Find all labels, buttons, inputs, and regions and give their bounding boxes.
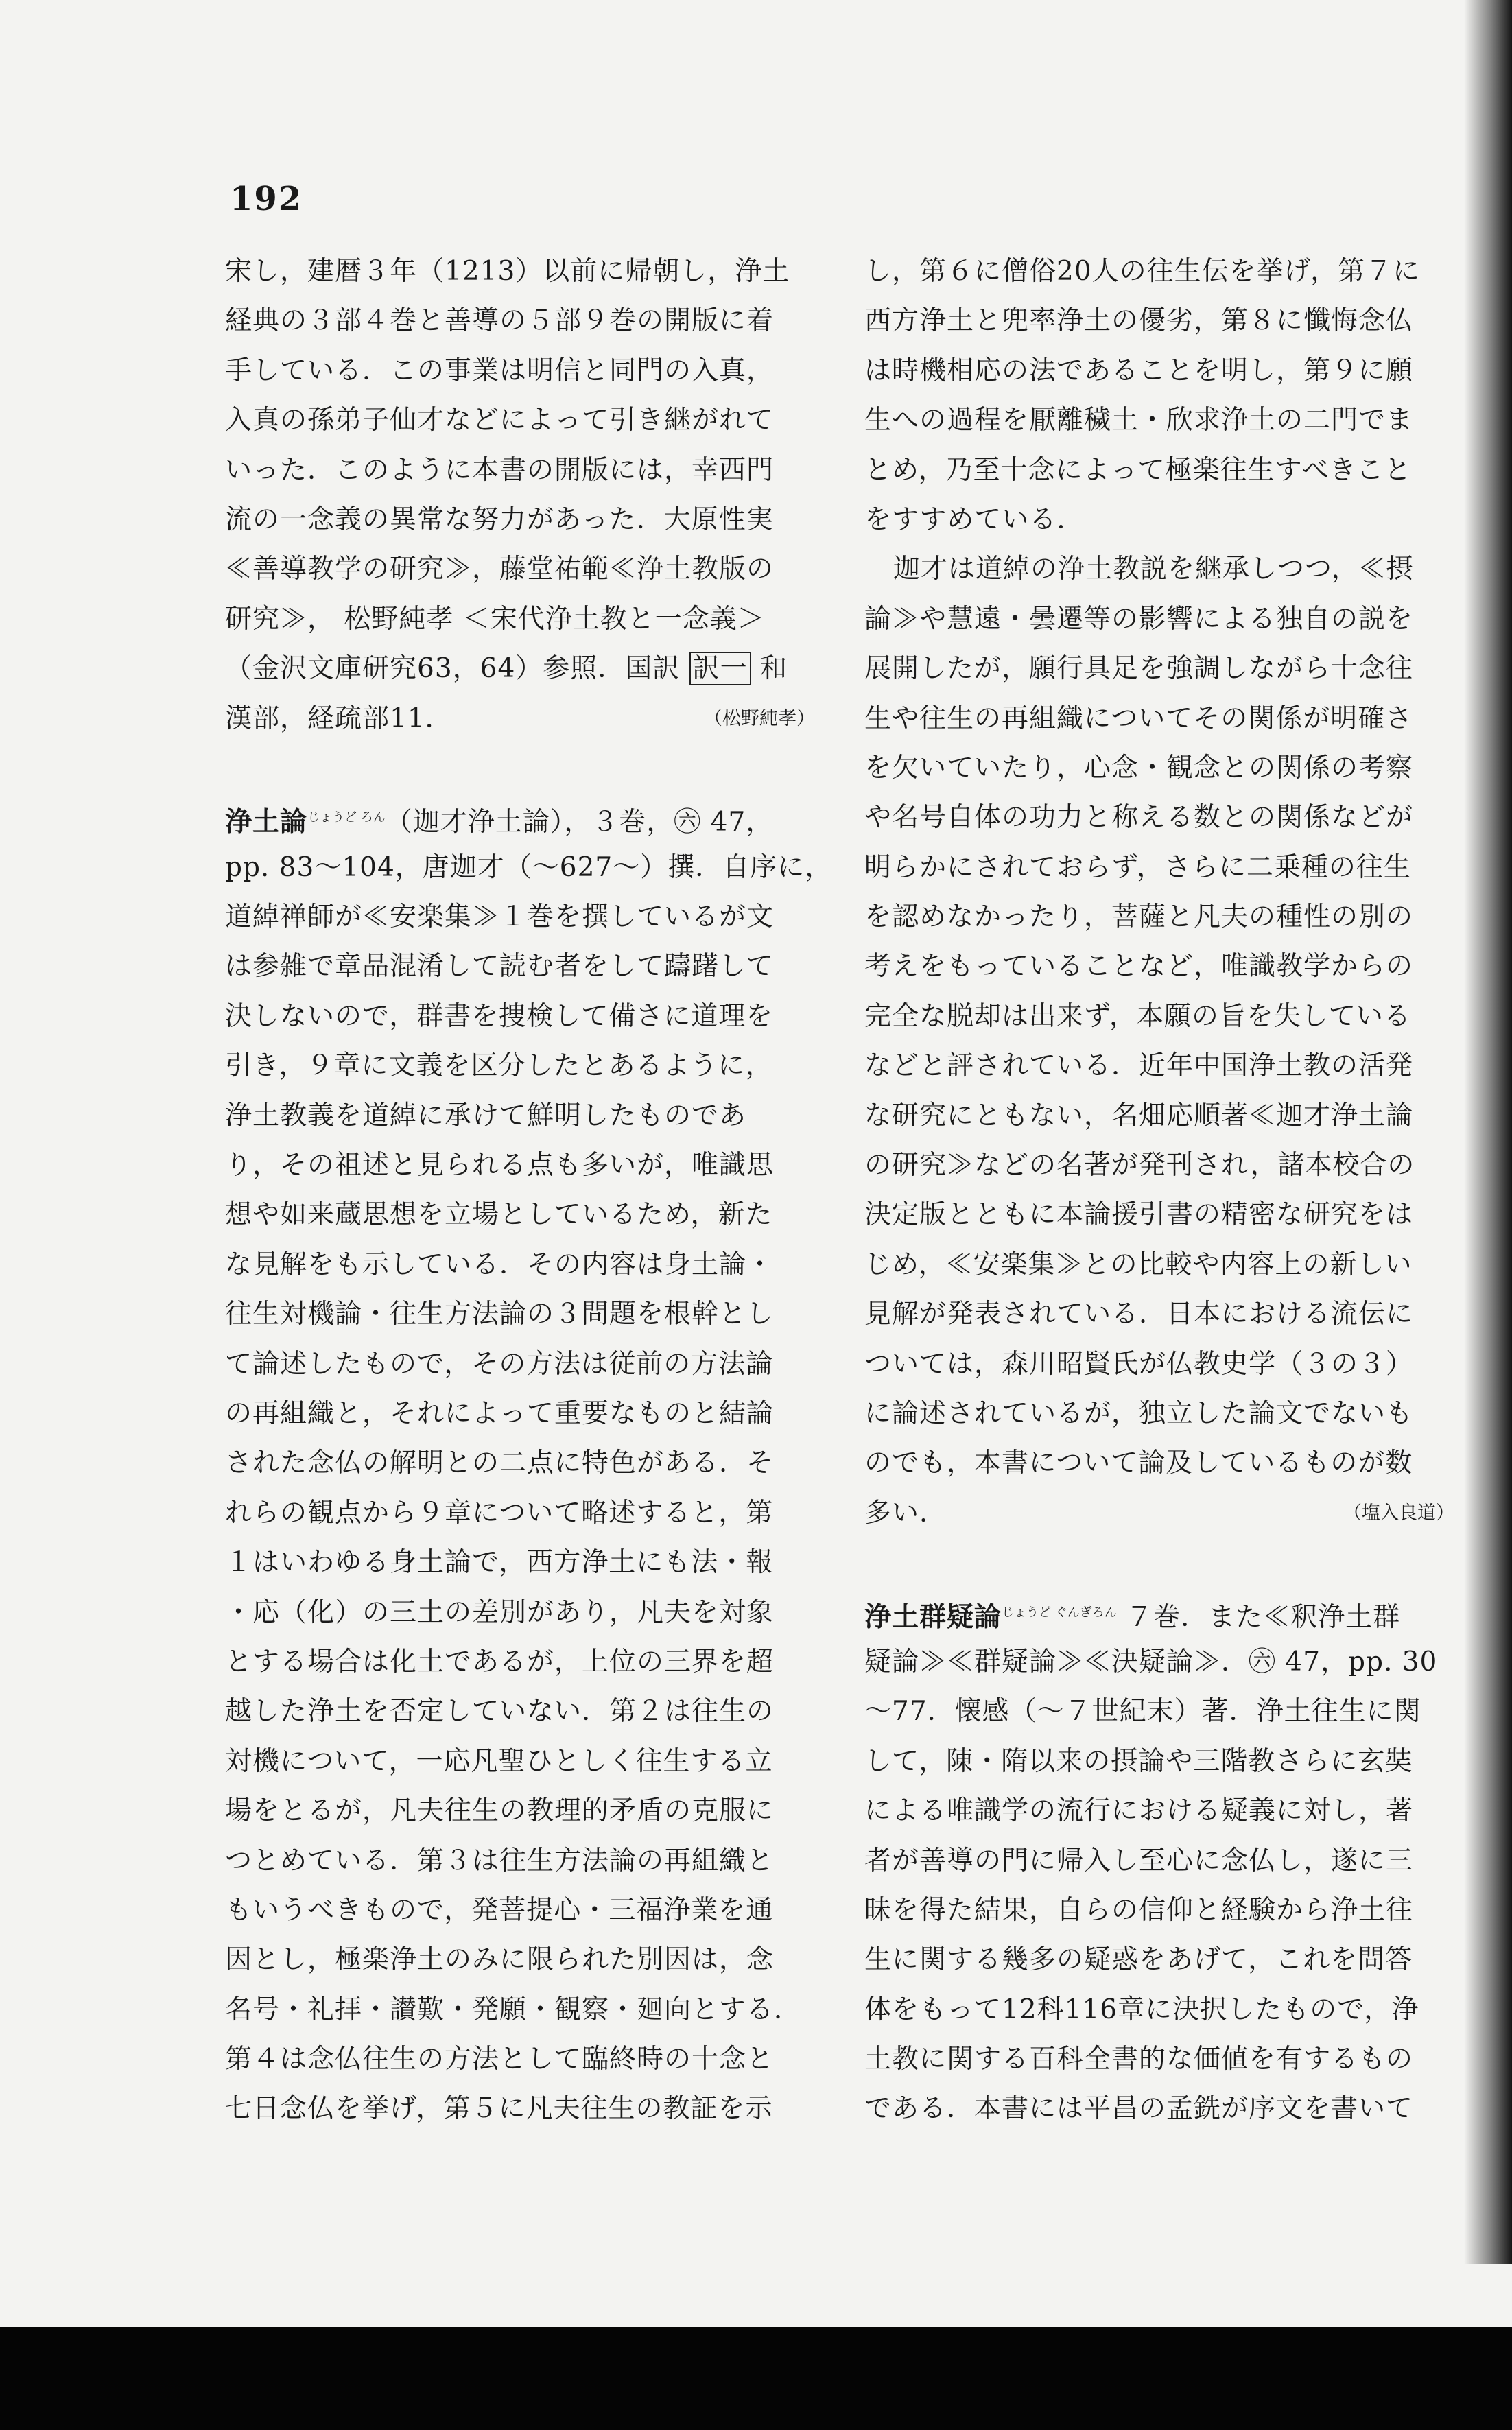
text-line <box>225 1638 815 1687</box>
text-line <box>864 595 1454 644</box>
line-text: れらの観点から９章について略述すると，第 <box>225 1497 774 1529</box>
text-line <box>864 495 1454 545</box>
line-text: して，陳・隋以来の摂論や三階教さらに玄奘 <box>864 1745 1413 1777</box>
text-line <box>225 1786 815 1836</box>
text-line <box>864 1985 1454 2035</box>
page-edge-shadow <box>1464 0 1512 2264</box>
text-line <box>864 793 1454 842</box>
text-line <box>225 1837 815 1886</box>
line-text: り，その祖述と見られる点も多いが，唯識思 <box>225 1150 775 1181</box>
line-text: 考えをもっていることなど，唯識教学からの <box>864 951 1414 982</box>
line-text: な見解をも示している．その内容は身土論・ <box>225 1249 775 1280</box>
text-line <box>864 744 1454 793</box>
text-line <box>225 595 815 644</box>
line-text: 経典の３部４巻と善導の５部９巻の開版に着 <box>225 305 775 337</box>
page-number: 192 <box>230 180 303 218</box>
line-text: な研究にともない，名畑応順著≪迦才浄土論 <box>864 1100 1414 1131</box>
text-line <box>225 1240 815 1290</box>
line-text: 第４は念仏往生の方法として臨終時の十念と <box>225 2044 775 2075</box>
text-line <box>225 2035 815 2084</box>
text-line <box>225 843 833 893</box>
line-text: 完全な脱却は出来ず，本願の旨を失している <box>864 1000 1411 1032</box>
line-text: 引き，９章に文義を区分したとあるように， <box>225 1050 773 1082</box>
line-text: 西方浄土と兜率浄土の優劣，第８に懺悔念仏 <box>864 305 1414 337</box>
text-line <box>864 1340 1454 1389</box>
text-line <box>864 296 1454 346</box>
line-text: 明らかにされておらず，さらに二乗種の往生 <box>864 851 1411 883</box>
line-text: 体をもって12科116章に決択したもので，浄 <box>864 1994 1419 2025</box>
line-text: による唯識学の流行における疑義に対し，著 <box>864 1795 1414 1827</box>
text-line <box>225 1290 815 1339</box>
line-text: ・応（化）の三土の差別があり，凡夫を対象 <box>225 1596 775 1628</box>
line-text: 見解が発表されている．日本における流伝に <box>864 1299 1414 1330</box>
text-line <box>864 2084 1454 2134</box>
text-line <box>225 1489 815 1538</box>
text-line <box>864 1290 1454 1339</box>
line-text: である．本書には平昌の孟銑が序文を書いて <box>864 2093 1414 2125</box>
text-line <box>225 1935 815 1985</box>
entry-reading: じょうど ろん <box>307 810 386 825</box>
line-text: 入真の孫弟子仙才などによって引き継がれて <box>225 405 775 436</box>
text-line <box>864 843 1454 893</box>
text-line <box>225 296 815 346</box>
line-text: 漢部，経疏部11． <box>225 703 453 734</box>
line-text: 昧を得た結果，自らの信仰と経験から浄土往 <box>864 1894 1414 1926</box>
text-line <box>225 1886 815 1935</box>
line-text: 対機について，一応凡聖ひとしく往生する立 <box>225 1745 773 1777</box>
line-text: 手している．この事業は明信と同門の入真， <box>225 355 775 386</box>
text-line <box>225 942 815 991</box>
author-signature: （塩入良道） <box>1343 1502 1454 1524</box>
line-text: は時機相応の法であることを明し，第９に願 <box>864 355 1414 386</box>
paragraph-gap <box>864 1538 1454 1588</box>
text-line <box>864 1141 1454 1190</box>
line-text: などと評されている．近年中国浄土教の活発 <box>864 1050 1414 1082</box>
text-line <box>225 893 815 942</box>
text-line <box>864 694 1454 744</box>
line-text: （金沢文庫研究63，64）参照．国訳 <box>225 653 689 685</box>
line-text: 生や往生の再組織についてその関係が明確さ <box>864 703 1413 734</box>
scan-bottom-border <box>0 2327 1512 2430</box>
text-line <box>864 1935 1454 1985</box>
text-line <box>225 1985 815 2035</box>
line-text: 越した浄土を否定していない．第２は往生の <box>225 1696 775 1727</box>
text-line <box>225 1389 815 1439</box>
text-line <box>864 942 1454 991</box>
text-line <box>225 1041 815 1091</box>
text-line <box>225 247 815 296</box>
text-line <box>864 247 1454 296</box>
text-line <box>225 1588 815 1638</box>
text-line <box>225 644 815 694</box>
entry-title: 浄土論 <box>225 806 308 838</box>
text-line <box>864 545 1454 594</box>
text-line <box>864 1389 1454 1439</box>
text-line <box>864 992 1454 1041</box>
line-text: 論≫や慧遠・曇遷等の影響による独自の説を <box>864 603 1414 635</box>
line-text: 決定版とともに本論援引書の精密な研究をは <box>864 1199 1414 1231</box>
line-text: 因とし，極楽浄土のみに限られた別因は，念 <box>225 1944 775 1976</box>
text-line <box>864 1588 1454 1638</box>
text-line <box>225 694 815 744</box>
text-line <box>225 545 815 594</box>
text-line <box>864 1786 1454 1836</box>
line-text: 疑論≫≪群疑論≫≪決疑論≫．㊅ 47，pp. 30 <box>864 1646 1438 1677</box>
line-text: 展開したが，願行具足を強調しながら十念往 <box>864 653 1414 685</box>
entry-title: 浄土群疑論 <box>864 1601 1002 1633</box>
text-line <box>864 1092 1454 1141</box>
text-line <box>864 396 1454 445</box>
line-text: を認めなかったり，菩薩と凡夫の種性の別の <box>864 901 1414 933</box>
line-text: をすすめている． <box>864 504 1085 535</box>
line-text: ～77．懐感（～７世紀末）著．浄土往生に関 <box>864 1696 1421 1727</box>
line-text: は参雑で章品混淆して読む者をして躊躇して <box>225 951 775 982</box>
text-line <box>864 1240 1454 1290</box>
text-line <box>225 346 815 396</box>
text-line <box>864 1489 1454 1538</box>
line-text: いった．このように本書の開版には，幸西門 <box>225 454 775 486</box>
text-line <box>225 1538 815 1588</box>
text-line <box>864 1737 1454 1786</box>
line-text: て論述したもので，その方法は従前の方法論 <box>225 1348 774 1380</box>
text-line <box>864 1439 1454 1488</box>
text-line <box>225 1092 815 1141</box>
text-line <box>864 446 1454 495</box>
line-text: 和 <box>751 653 788 685</box>
right-column <box>864 247 1454 2134</box>
paragraph-gap <box>225 744 815 793</box>
line-text: 七日念仏を挙げ，第５に凡夫往生の教証を示 <box>225 2093 773 2125</box>
line-text: とめ，乃至十念によって極楽往生すべきこと <box>864 454 1412 486</box>
text-line <box>864 2035 1454 2084</box>
text-line <box>864 1638 1454 1687</box>
text-line <box>225 1340 815 1389</box>
line-text: 道綽禅師が≪安楽集≫１巻を撰しているが文 <box>225 901 775 933</box>
left-column <box>225 247 833 2134</box>
line-text: ≪善導教学の研究≫，藤堂祐範≪浄土教版の <box>225 554 775 585</box>
line-text: 流の一念義の異常な努力があった．大原性実 <box>225 504 774 535</box>
line-text: もいうべきもので，発菩提心・三福浄業を通 <box>225 1894 774 1926</box>
line-text: ついては，森川昭賢氏が仏教史学（３の３） <box>864 1348 1414 1380</box>
line-text: 多い． <box>864 1497 947 1529</box>
line-text: 宋し，建暦３年（1213）以前に帰朝し，浄土 <box>225 256 790 287</box>
text-line <box>864 1041 1454 1091</box>
text-line <box>864 346 1454 396</box>
text-line <box>225 2084 815 2134</box>
line-text: 場をとるが，凡夫往生の教理的矛盾の克服に <box>225 1795 775 1827</box>
line-text: とする場合は化土であるが，上位の三界を超 <box>225 1646 775 1677</box>
text-line <box>225 1190 815 1240</box>
line-text: に論述されているが，独立した論文でないも <box>864 1397 1414 1429</box>
text-line <box>225 1687 815 1736</box>
text-line <box>864 1886 1454 1935</box>
line-text: つとめている．第３は往生方法論の再組織と <box>225 1845 775 1876</box>
text-line <box>864 1687 1454 1736</box>
line-text: 土教に関する百科全書的な価値を有するもの <box>864 2044 1414 2075</box>
line-text: ７巻．また≪釈浄土群 <box>1116 1601 1401 1633</box>
line-text: 者が善導の門に帰入し至心に念仏し，遂に三 <box>864 1845 1414 1876</box>
line-text: 生に関する幾多の疑惑をあげて，これを問答 <box>864 1944 1413 1976</box>
line-text: （迦才浄土論），３巻，㊅ 47， <box>385 807 774 838</box>
line-text: 研究≫， 松野純孝 ＜宋代浄土教と一念義＞ <box>225 603 765 635</box>
text-line <box>225 495 815 545</box>
line-text: の再組織と，それによって重要なものと結論 <box>225 1397 775 1429</box>
text-line <box>225 1141 815 1190</box>
text-line <box>225 446 815 495</box>
line-text: の研究≫などの名著が発刊され，諸本校合の <box>864 1150 1415 1181</box>
line-text: し，第６に僧俗20人の往生伝を挙げ，第７に <box>864 256 1421 287</box>
text-line <box>225 396 815 445</box>
line-text: 往生対機論・往生方法論の３問題を根幹とし <box>225 1299 775 1330</box>
line-text: 迦才は道綽の浄土教説を継承しつつ，≪摂 <box>893 554 1414 585</box>
text-line <box>864 893 1454 942</box>
text-line <box>225 793 815 842</box>
entry-reading: じょうど ぐんぎろん <box>1002 1605 1117 1620</box>
line-text: pp. 83～104，唐迦才（～627～）撰．自序に， <box>225 851 833 883</box>
line-text: や名号自体の功力と称える数との関係などが <box>864 802 1414 834</box>
boxed-abbreviation: 訳一 <box>689 652 751 685</box>
text-line <box>864 644 1454 694</box>
line-text: じめ，≪安楽集≫との比較や内容上の新しい <box>864 1249 1413 1280</box>
line-text: 浄土教義を道綽に承けて鮮明したものであ <box>225 1100 747 1131</box>
line-text: された念仏の解明との二点に特色がある．そ <box>225 1448 775 1479</box>
line-text: 生への過程を厭離穢土・欣求浄土の二門でま <box>864 405 1414 436</box>
line-text: のでも，本書について論及しているものが数 <box>864 1448 1413 1479</box>
text-line <box>864 1837 1454 1886</box>
line-text: 名号・礼拝・讃歎・発願・観察・廻向とする． <box>225 1994 802 2025</box>
line-text: 想や如来蔵思想を立場としているため，新た <box>225 1199 773 1231</box>
text-line <box>225 992 815 1041</box>
line-text: １はいわゆる身土論で，西方浄土にも法・報 <box>225 1547 774 1579</box>
text-line <box>864 1190 1454 1240</box>
author-signature: （松野純孝） <box>704 707 815 729</box>
text-line <box>225 1737 815 1786</box>
line-text: を欠いていたり，心念・観念との関係の考察 <box>864 752 1414 783</box>
line-text: 決しないので，群書を捜検して備さに道理を <box>225 1000 774 1032</box>
text-line <box>225 1439 815 1488</box>
